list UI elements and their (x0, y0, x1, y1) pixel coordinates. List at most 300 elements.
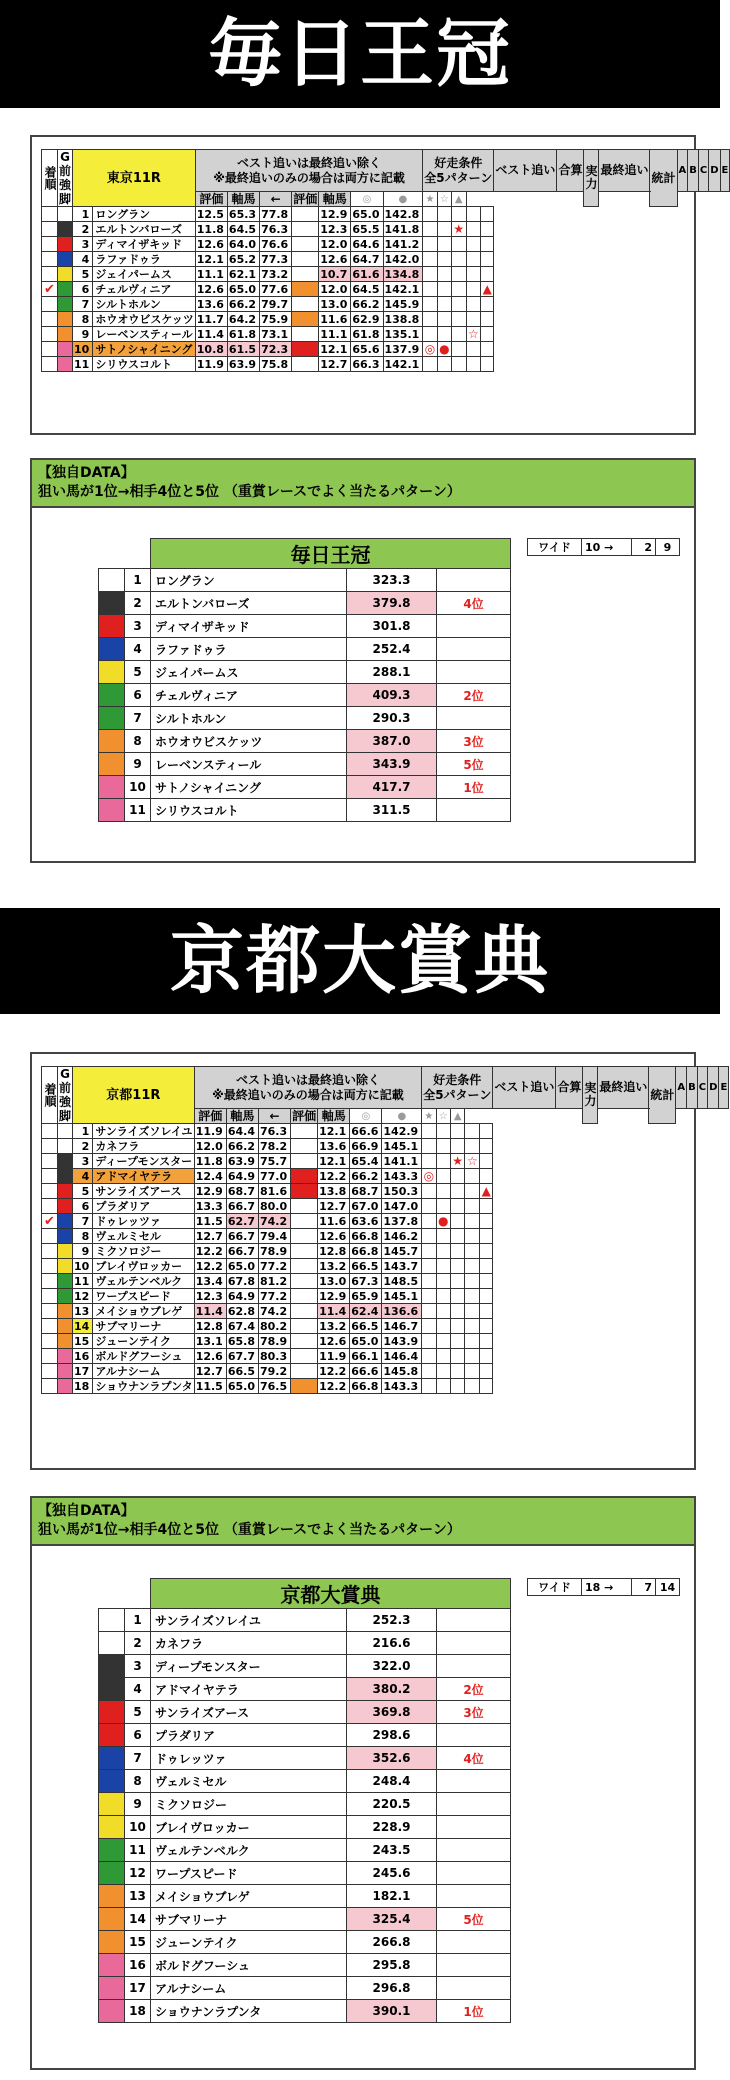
rank (437, 1839, 511, 1862)
spacer (99, 1579, 125, 1609)
horse-number: 7 (73, 1214, 93, 1229)
pattern-D (465, 1334, 480, 1349)
pattern-C (450, 1184, 465, 1199)
list-item (99, 1793, 511, 1816)
best-hyoka: 13.1 (194, 1334, 226, 1349)
best-hyoka: 11.5 (194, 1379, 226, 1394)
pattern-D (465, 1289, 480, 1304)
table-row (42, 1274, 729, 1289)
final-jikuba: 64.7 (351, 252, 383, 267)
score: 322.0 (347, 1655, 437, 1678)
frame-cell (58, 1379, 73, 1394)
best-jikuba: 66.7 (226, 1199, 258, 1214)
list-item (99, 1609, 511, 1632)
list-item (99, 1862, 511, 1885)
horse-name: ショウナンラプンタ (93, 1379, 194, 1394)
pattern-A (422, 1274, 436, 1289)
pattern-C (450, 1274, 465, 1289)
stat: 147.0 (382, 1199, 422, 1214)
pattern-E (480, 1379, 493, 1394)
pattern-B (436, 1184, 450, 1199)
frame-cell (99, 1678, 125, 1701)
jitsu-cell (291, 1229, 318, 1244)
horse-name: ディマイザキッド (151, 615, 347, 638)
pattern-B (436, 1379, 450, 1394)
pattern-C (450, 1244, 465, 1259)
list-item (99, 707, 511, 730)
race1-panel (30, 135, 729, 435)
finish-cell (42, 207, 58, 222)
pattern-A (423, 237, 437, 252)
list-item (99, 1954, 511, 1977)
pattern-A (422, 1379, 436, 1394)
race2-title: 京都大賞典 (0, 908, 720, 1014)
best-jikuba: 62.8 (226, 1304, 258, 1319)
table-row (42, 1304, 729, 1319)
header-pattern-D: D (708, 1067, 719, 1109)
frame-cell (99, 592, 125, 615)
total: 80.3 (258, 1349, 290, 1364)
final-jikuba: 66.5 (350, 1319, 382, 1334)
stat: 143.3 (382, 1169, 422, 1184)
final-hyoka: 12.0 (319, 237, 351, 252)
finish-cell: ✔ (42, 1214, 58, 1229)
finish-cell (42, 1124, 58, 1139)
pattern-B (436, 1154, 450, 1169)
pattern-A (422, 1184, 436, 1199)
horse-number: 3 (73, 237, 93, 252)
pattern-A (422, 1124, 436, 1139)
frame-cell (58, 1199, 73, 1214)
pattern-A (423, 222, 437, 237)
horse-name: ジェイパームス (151, 661, 347, 684)
pattern-D (466, 297, 481, 312)
rank: 5位 (437, 753, 511, 776)
pattern-A (422, 1259, 436, 1274)
pattern-D (466, 252, 481, 267)
frame-cell (99, 707, 125, 730)
total: 77.3 (260, 252, 292, 267)
total: 79.7 (260, 297, 292, 312)
stat: 143.7 (382, 1259, 422, 1274)
wide-partner-2: 9 (656, 539, 680, 556)
final-hyoka: 13.0 (319, 297, 351, 312)
pattern-B (436, 1364, 450, 1379)
header-good: 好走条件 全5パターン (423, 150, 494, 192)
table-row (42, 1289, 729, 1304)
best-hyoka: 10.8 (195, 342, 227, 357)
table-row (42, 1214, 729, 1229)
table-row (42, 1259, 729, 1274)
jitsu-cell (291, 1184, 318, 1199)
final-hyoka: 12.2 (318, 1169, 350, 1184)
best-jikuba: 65.3 (227, 207, 259, 222)
pattern-E (481, 297, 494, 312)
pattern-A (423, 312, 437, 327)
pattern-A (422, 1154, 436, 1169)
score: 409.3 (347, 684, 437, 707)
horse-number: 9 (73, 1244, 93, 1259)
horse-number: 18 (125, 2000, 151, 2023)
pattern-D (465, 1214, 480, 1229)
finish-cell (42, 1244, 58, 1259)
jitsu-cell (291, 1259, 318, 1274)
header-best: ベスト追い (494, 150, 557, 192)
jitsu-cell (291, 1334, 318, 1349)
rank (437, 1609, 511, 1632)
pattern-D: ☆ (467, 326, 479, 341)
best-hyoka: 11.4 (194, 1304, 226, 1319)
score: 390.1 (347, 2000, 437, 2023)
stat: 145.9 (383, 297, 423, 312)
rank: 4位 (437, 592, 511, 615)
spacer (125, 1579, 151, 1609)
pattern-C (450, 1124, 465, 1139)
stat: 142.9 (382, 1124, 422, 1139)
header-hyoka: 評価 (195, 192, 227, 207)
best-jikuba: 62.7 (226, 1214, 258, 1229)
header-jitsu: 実 力 (583, 1067, 598, 1124)
list-item (99, 1747, 511, 1770)
header-stat: 統計 (650, 150, 677, 207)
horse-name: アルナシーム (93, 1364, 194, 1379)
rank (437, 1977, 511, 2000)
horse-number: 17 (73, 1364, 93, 1379)
horse-number: 7 (125, 1747, 151, 1770)
finish-cell (42, 1334, 58, 1349)
horse-number: 5 (125, 1701, 151, 1724)
score: 379.8 (347, 592, 437, 615)
finish-cell (42, 222, 58, 237)
horse-name: サブマリーナ (93, 1319, 194, 1334)
horse-number: 14 (125, 1908, 151, 1931)
final-hyoka: 12.9 (319, 207, 351, 222)
header-pattern-E: E (720, 150, 730, 192)
pattern-B (436, 1289, 450, 1304)
final-jikuba: 63.6 (350, 1214, 382, 1229)
header-hyoka2: 評価 (292, 1108, 317, 1123)
finish-cell (42, 1319, 58, 1334)
best-hyoka: 11.8 (195, 222, 227, 237)
pattern-B (436, 1199, 450, 1214)
table-row (42, 312, 730, 327)
horse-number: 13 (73, 1304, 93, 1319)
best-hyoka: 12.2 (194, 1244, 226, 1259)
pattern-B: ● (437, 1213, 449, 1228)
pattern-D (465, 1124, 480, 1139)
final-hyoka: 12.6 (318, 1229, 350, 1244)
list-item (99, 592, 511, 615)
list-item (99, 1632, 511, 1655)
final-hyoka: 12.0 (319, 282, 351, 297)
rank (437, 1862, 511, 1885)
rank: 2位 (437, 1678, 511, 1701)
finish-cell (42, 1259, 58, 1274)
horse-name: メイショウブレゲ (151, 1885, 347, 1908)
rank (437, 1931, 511, 1954)
final-hyoka: 12.7 (318, 1199, 350, 1214)
score: 266.8 (347, 1931, 437, 1954)
score: 417.7 (347, 776, 437, 799)
stat: 136.6 (382, 1304, 422, 1319)
jitsu-cell (291, 1199, 318, 1214)
pattern-A: ◎ (423, 1168, 435, 1183)
horse-number: 4 (125, 638, 151, 661)
finish-cell (42, 312, 58, 327)
horse-name: エルトンバローズ (151, 592, 347, 615)
header-pattern-A: A (677, 150, 688, 192)
score: 243.5 (347, 1839, 437, 1862)
rank: 5位 (437, 1908, 511, 1931)
final-hyoka: 13.0 (318, 1274, 350, 1289)
best-jikuba: 64.9 (226, 1289, 258, 1304)
pattern-B (437, 357, 451, 372)
header-final: 最終追い (599, 150, 650, 192)
horse-name: ホウオウビスケッツ (151, 730, 347, 753)
table-row (42, 237, 730, 252)
best-hyoka: 12.5 (195, 207, 227, 222)
horse-name: サブマリーナ (151, 1908, 347, 1931)
horse-number: 5 (125, 661, 151, 684)
finish-cell (42, 1229, 58, 1244)
total: 77.8 (260, 207, 292, 222)
final-jikuba: 65.9 (350, 1289, 382, 1304)
frame-cell (99, 730, 125, 753)
frame-cell (99, 2000, 125, 2023)
horse-number: 6 (125, 684, 151, 707)
final-jikuba: 66.8 (350, 1229, 382, 1244)
rank (437, 615, 511, 638)
stat: 146.7 (382, 1319, 422, 1334)
jitsu-cell (291, 1319, 318, 1334)
final-hyoka: 12.6 (319, 252, 351, 267)
pattern-B (437, 327, 451, 342)
horse-name: ドゥレッツァ (151, 1747, 347, 1770)
pattern-C (450, 1139, 465, 1154)
table-row (42, 342, 730, 357)
data1-head2: 狙い馬が1位→相手4位と5位 （重賞レースでよく当たるパターン） (38, 484, 461, 500)
pattern-B (437, 267, 451, 282)
best-jikuba: 65.0 (226, 1259, 258, 1274)
frame-cell (99, 1862, 125, 1885)
pattern-B (436, 1334, 450, 1349)
total: 75.9 (260, 312, 292, 327)
final-jikuba: 64.5 (351, 282, 383, 297)
pattern-A (423, 252, 437, 267)
final-jikuba: 67.3 (350, 1274, 382, 1289)
wide-anchor: 10 → (582, 539, 632, 556)
rank (437, 799, 511, 822)
best-jikuba: 64.4 (226, 1124, 258, 1139)
horse-name: メイショウブレゲ (93, 1304, 194, 1319)
score: 290.3 (347, 707, 437, 730)
table-row (42, 327, 730, 342)
pattern-C (450, 1364, 465, 1379)
best-jikuba: 65.0 (226, 1379, 258, 1394)
pattern-D (466, 282, 481, 297)
frame-cell (99, 1655, 125, 1678)
horse-name: レーベンスティール (93, 327, 195, 342)
finish-cell (42, 1274, 58, 1289)
total: 77.2 (258, 1289, 290, 1304)
horse-name: アドマイヤテラ (151, 1678, 347, 1701)
frame-cell (99, 1609, 125, 1632)
horse-name: チェルヴィニア (151, 684, 347, 707)
jitsu-cell (292, 222, 319, 237)
stat: 134.8 (383, 267, 423, 282)
frame-cell (99, 684, 125, 707)
horse-number: 12 (73, 1289, 93, 1304)
rank: 3位 (437, 1701, 511, 1724)
header-mark-B: ● (383, 192, 423, 207)
horse-name: ミクソロジー (93, 1244, 194, 1259)
header-mark-E: ▲ (451, 192, 466, 207)
pattern-D (465, 1364, 480, 1379)
pattern-A (422, 1139, 436, 1154)
header-jikuba: 軸馬 (227, 192, 259, 207)
horse-number: 12 (125, 1862, 151, 1885)
horse-number: 2 (125, 592, 151, 615)
header-mark-C: ★ (423, 192, 437, 207)
race1-title: 毎日王冠 (0, 0, 720, 108)
pattern-A: ◎ (424, 341, 436, 356)
pattern-E (481, 207, 494, 222)
pattern-C (451, 237, 466, 252)
header-race: 京都11R (73, 1067, 195, 1124)
horse-name: ブレイヴロッカー (93, 1259, 194, 1274)
total: 76.5 (258, 1379, 290, 1394)
horse-number: 14 (73, 1319, 93, 1334)
frame-cell (99, 1931, 125, 1954)
final-jikuba: 66.8 (350, 1244, 382, 1259)
horse-name: プラダリア (93, 1199, 194, 1214)
best-hyoka: 11.9 (195, 357, 227, 372)
frame-cell (99, 1701, 125, 1724)
frame-cell (58, 267, 73, 282)
best-hyoka: 11.9 (194, 1124, 226, 1139)
table-row (42, 1199, 729, 1214)
frame-cell (58, 1259, 73, 1274)
horse-number: 2 (73, 1139, 93, 1154)
jitsu-cell (291, 1289, 318, 1304)
best-hyoka: 12.7 (194, 1364, 226, 1379)
best-hyoka: 12.6 (194, 1349, 226, 1364)
pattern-B (437, 297, 451, 312)
header-total: 合算 (557, 150, 584, 192)
header-hyoka2: 評価 (293, 191, 318, 206)
pattern-D (465, 1259, 480, 1274)
horse-name: サンライズソレイユ (93, 1124, 194, 1139)
pattern-D (465, 1199, 480, 1214)
final-jikuba: 61.6 (351, 267, 383, 282)
frame-cell (99, 799, 125, 822)
frame-cell (58, 1229, 73, 1244)
rank (437, 638, 511, 661)
list-item (99, 1839, 511, 1862)
final-hyoka: 12.2 (318, 1379, 350, 1394)
score: 369.8 (347, 1701, 437, 1724)
final-hyoka: 11.4 (318, 1304, 350, 1319)
horse-number: 15 (125, 1931, 151, 1954)
stat: 137.8 (382, 1214, 422, 1229)
finish-cell (42, 252, 58, 267)
header-best: ベスト追い (493, 1067, 556, 1109)
final-jikuba: 65.5 (351, 222, 383, 237)
pattern-A (422, 1244, 436, 1259)
final-hyoka: 12.6 (318, 1334, 350, 1349)
final-jikuba: 67.0 (350, 1199, 382, 1214)
horse-number: 10 (125, 1816, 151, 1839)
pattern-C (450, 1199, 465, 1214)
pattern-B (437, 207, 451, 222)
frame-cell (58, 1154, 73, 1169)
frame-cell (99, 1816, 125, 1839)
horse-name: ドゥレッツァ (93, 1214, 194, 1229)
best-jikuba: 65.8 (226, 1334, 258, 1349)
final-hyoka: 12.1 (319, 342, 351, 357)
table-row (42, 357, 730, 372)
horse-name: ヴェルミセル (93, 1229, 194, 1244)
header-pattern-C: C (697, 1067, 707, 1109)
final-hyoka: 12.2 (318, 1364, 350, 1379)
table-row (42, 1229, 729, 1244)
horse-name: ロングラン (151, 569, 347, 592)
score: 323.3 (347, 569, 437, 592)
pattern-B (436, 1349, 450, 1364)
horse-name: ディープモンスター (93, 1154, 194, 1169)
horse-number: 4 (73, 1169, 93, 1184)
pattern-E (480, 1319, 493, 1334)
rank (437, 1885, 511, 1908)
header-final: 最終追い (598, 1067, 649, 1109)
pattern-E (480, 1244, 493, 1259)
total: 78.2 (258, 1139, 290, 1154)
horse-number: 1 (73, 1124, 93, 1139)
header-best-title: ベスト追いは最終追い除く ※最終追いのみの場合は両方に記載 (194, 1067, 422, 1109)
best-hyoka: 12.1 (195, 252, 227, 267)
rank (437, 1816, 511, 1839)
stat: 138.8 (383, 312, 423, 327)
horse-number: 3 (125, 1655, 151, 1678)
header-mark-E: ▲ (450, 1109, 465, 1124)
final-jikuba: 65.0 (350, 1334, 382, 1349)
final-jikuba: 68.7 (350, 1184, 382, 1199)
score: 352.6 (347, 1747, 437, 1770)
frame-cell (58, 207, 73, 222)
score: 245.6 (347, 1862, 437, 1885)
list-item (99, 638, 511, 661)
best-jikuba: 64.9 (226, 1169, 258, 1184)
list-item (99, 776, 511, 799)
final-jikuba: 62.4 (350, 1304, 382, 1319)
finish-cell (42, 327, 58, 342)
frame-cell (99, 638, 125, 661)
pattern-B (437, 222, 451, 237)
wide-partner-1: 7 (632, 1579, 656, 1596)
best-jikuba: 66.5 (226, 1364, 258, 1379)
final-hyoka: 12.1 (318, 1124, 350, 1139)
best-jikuba: 64.5 (227, 222, 259, 237)
data2-wide (527, 1578, 680, 1596)
frame-cell (58, 222, 73, 237)
horse-number: 1 (125, 1609, 151, 1632)
final-hyoka: 13.8 (318, 1184, 350, 1199)
pattern-C (450, 1349, 465, 1364)
pattern-E (481, 327, 494, 342)
pattern-C: ★ (452, 1153, 464, 1168)
total: 81.6 (258, 1184, 290, 1199)
pattern-C (450, 1229, 465, 1244)
